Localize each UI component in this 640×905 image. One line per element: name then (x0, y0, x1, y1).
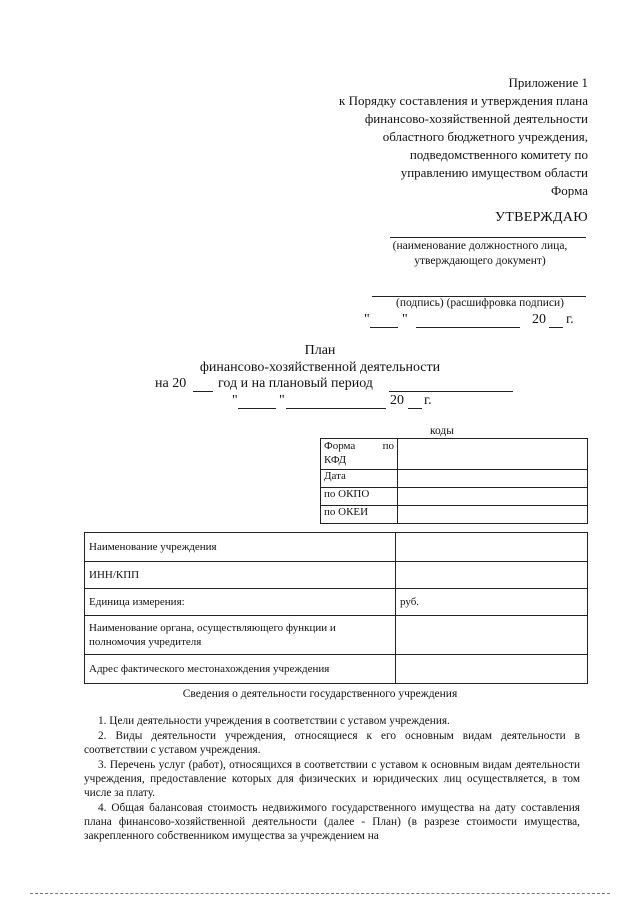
codes-date-value[interactable] (398, 470, 588, 488)
institution-inn-value[interactable] (396, 562, 588, 589)
header-line-6: управлению имуществом области (400, 165, 588, 180)
institution-row-unit (85, 589, 588, 616)
header-line-3: финансово-хозяйственной деятельности (364, 111, 588, 126)
position-caption-line-2: утверждающего документ) (414, 255, 546, 267)
plan-date (228, 393, 448, 411)
header-line-2: к Порядку составления и утверждения плана (339, 93, 588, 108)
plan-period-prefix: на 20 (155, 376, 187, 391)
plan-title: План (304, 343, 336, 358)
codes-form-label-2: по (382, 440, 394, 452)
institution-unit-label: Единица измерения: (85, 589, 396, 616)
codes-okpo-value[interactable] (398, 488, 588, 506)
plan-period-line (389, 391, 513, 392)
codes-table (320, 438, 588, 524)
institution-founder-value[interactable] (396, 616, 588, 655)
codes-okpo-label: по ОКПО (321, 488, 398, 506)
institution-address-value[interactable] (396, 655, 588, 684)
header-line-4: областного бюджетного учреждения, (382, 129, 588, 144)
institution-row-address (85, 655, 588, 684)
institution-row-name (85, 533, 588, 562)
section-item-4: 4. Общая балансовая стоимость недвижимого государственного имущества на дату составления плана финансово-хозяйственной деятельности (далее - План) (в разрезе стоимости имущества, закрепленного собственником имущества за учреждением на (84, 802, 580, 842)
codes-row-date (321, 470, 588, 488)
plan-year-prefix: 20 (390, 393, 404, 408)
plan-subtitle: финансово-хозяйственной деятельности (199, 360, 441, 375)
header-line-5: подведомственного комитету по (409, 147, 588, 162)
section-item-2: 2. Виды деятельности учреждения, относящиеся к его основным видам деятельности в соответствии с уставом учреждения. (84, 730, 580, 756)
codes-form-label-3: КФД (324, 454, 347, 466)
codes-okei-label: по ОКЕИ (321, 506, 398, 524)
section-item-3: 3. Перечень услуг (работ), относящихся в соответствии с уставом к основным видам деятельности учреждения, предоставление которых для физических и юридических лиц осуществляется, в том числе за плату. (84, 759, 580, 799)
plan-month-line (286, 408, 386, 409)
codes-form-label (321, 439, 398, 470)
codes-okei-value[interactable] (398, 506, 588, 524)
approval-year-line (549, 327, 563, 328)
plan-year-line (193, 391, 213, 392)
codes-row-okpo (321, 488, 588, 506)
institution-unit-value: руб. (396, 589, 588, 616)
plan-period (155, 376, 525, 394)
codes-form-label-1: Форма (324, 440, 356, 452)
codes-header: коды (430, 425, 454, 437)
institution-name-value[interactable] (396, 533, 588, 562)
position-caption (360, 239, 600, 269)
codes-date-label: Дата (321, 470, 398, 488)
approval-date (360, 312, 590, 330)
attachment-header (258, 74, 588, 200)
position-line (390, 237, 586, 238)
approval-year-prefix: 20 (532, 312, 546, 327)
institution-name-label: Наименование учреждения (85, 533, 396, 562)
header-line-7: Форма (551, 183, 588, 198)
signature-caption: (подпись) (расшифровка подписи) (395, 297, 564, 309)
institution-inn-label: ИНН/КПП (85, 562, 396, 589)
plan-year-line-2 (408, 408, 422, 409)
codes-row-okei (321, 506, 588, 524)
plan-date-quote-open: " (232, 393, 238, 408)
section-item-1: 1. Цели деятельности учреждения в соответствии с уставом учреждения. (98, 715, 450, 727)
codes-form-value[interactable] (398, 439, 588, 470)
plan-date-quote-close: " (279, 393, 285, 408)
header-line-1: Приложение 1 (508, 75, 588, 90)
position-caption-line-1: (наименование должностного лица, (392, 240, 568, 252)
institution-row-founder (85, 616, 588, 655)
approval-date-quote-open: " (364, 312, 370, 327)
approval-year-suffix: г. (566, 312, 574, 327)
section-title: Сведения о деятельности государственного учреждения (182, 688, 458, 700)
approval-day-line (370, 327, 398, 328)
bottom-divider (30, 893, 610, 894)
institution-row-inn (85, 562, 588, 589)
institution-table (84, 532, 588, 684)
plan-year-suffix: г. (424, 393, 432, 408)
plan-period-middle: год и на плановый период (218, 376, 373, 391)
institution-address-label: Адрес фактического местонахождения учреждения (85, 655, 396, 684)
institution-founder-label: Наименование органа, осуществляющего функции и полномочия учредителя (85, 616, 396, 655)
codes-row-form (321, 439, 588, 470)
approval-title: УТВЕРЖДАЮ (495, 210, 588, 225)
approval-date-quote-close: " (402, 312, 408, 327)
approval-month-line (416, 327, 520, 328)
plan-day-line (238, 408, 276, 409)
